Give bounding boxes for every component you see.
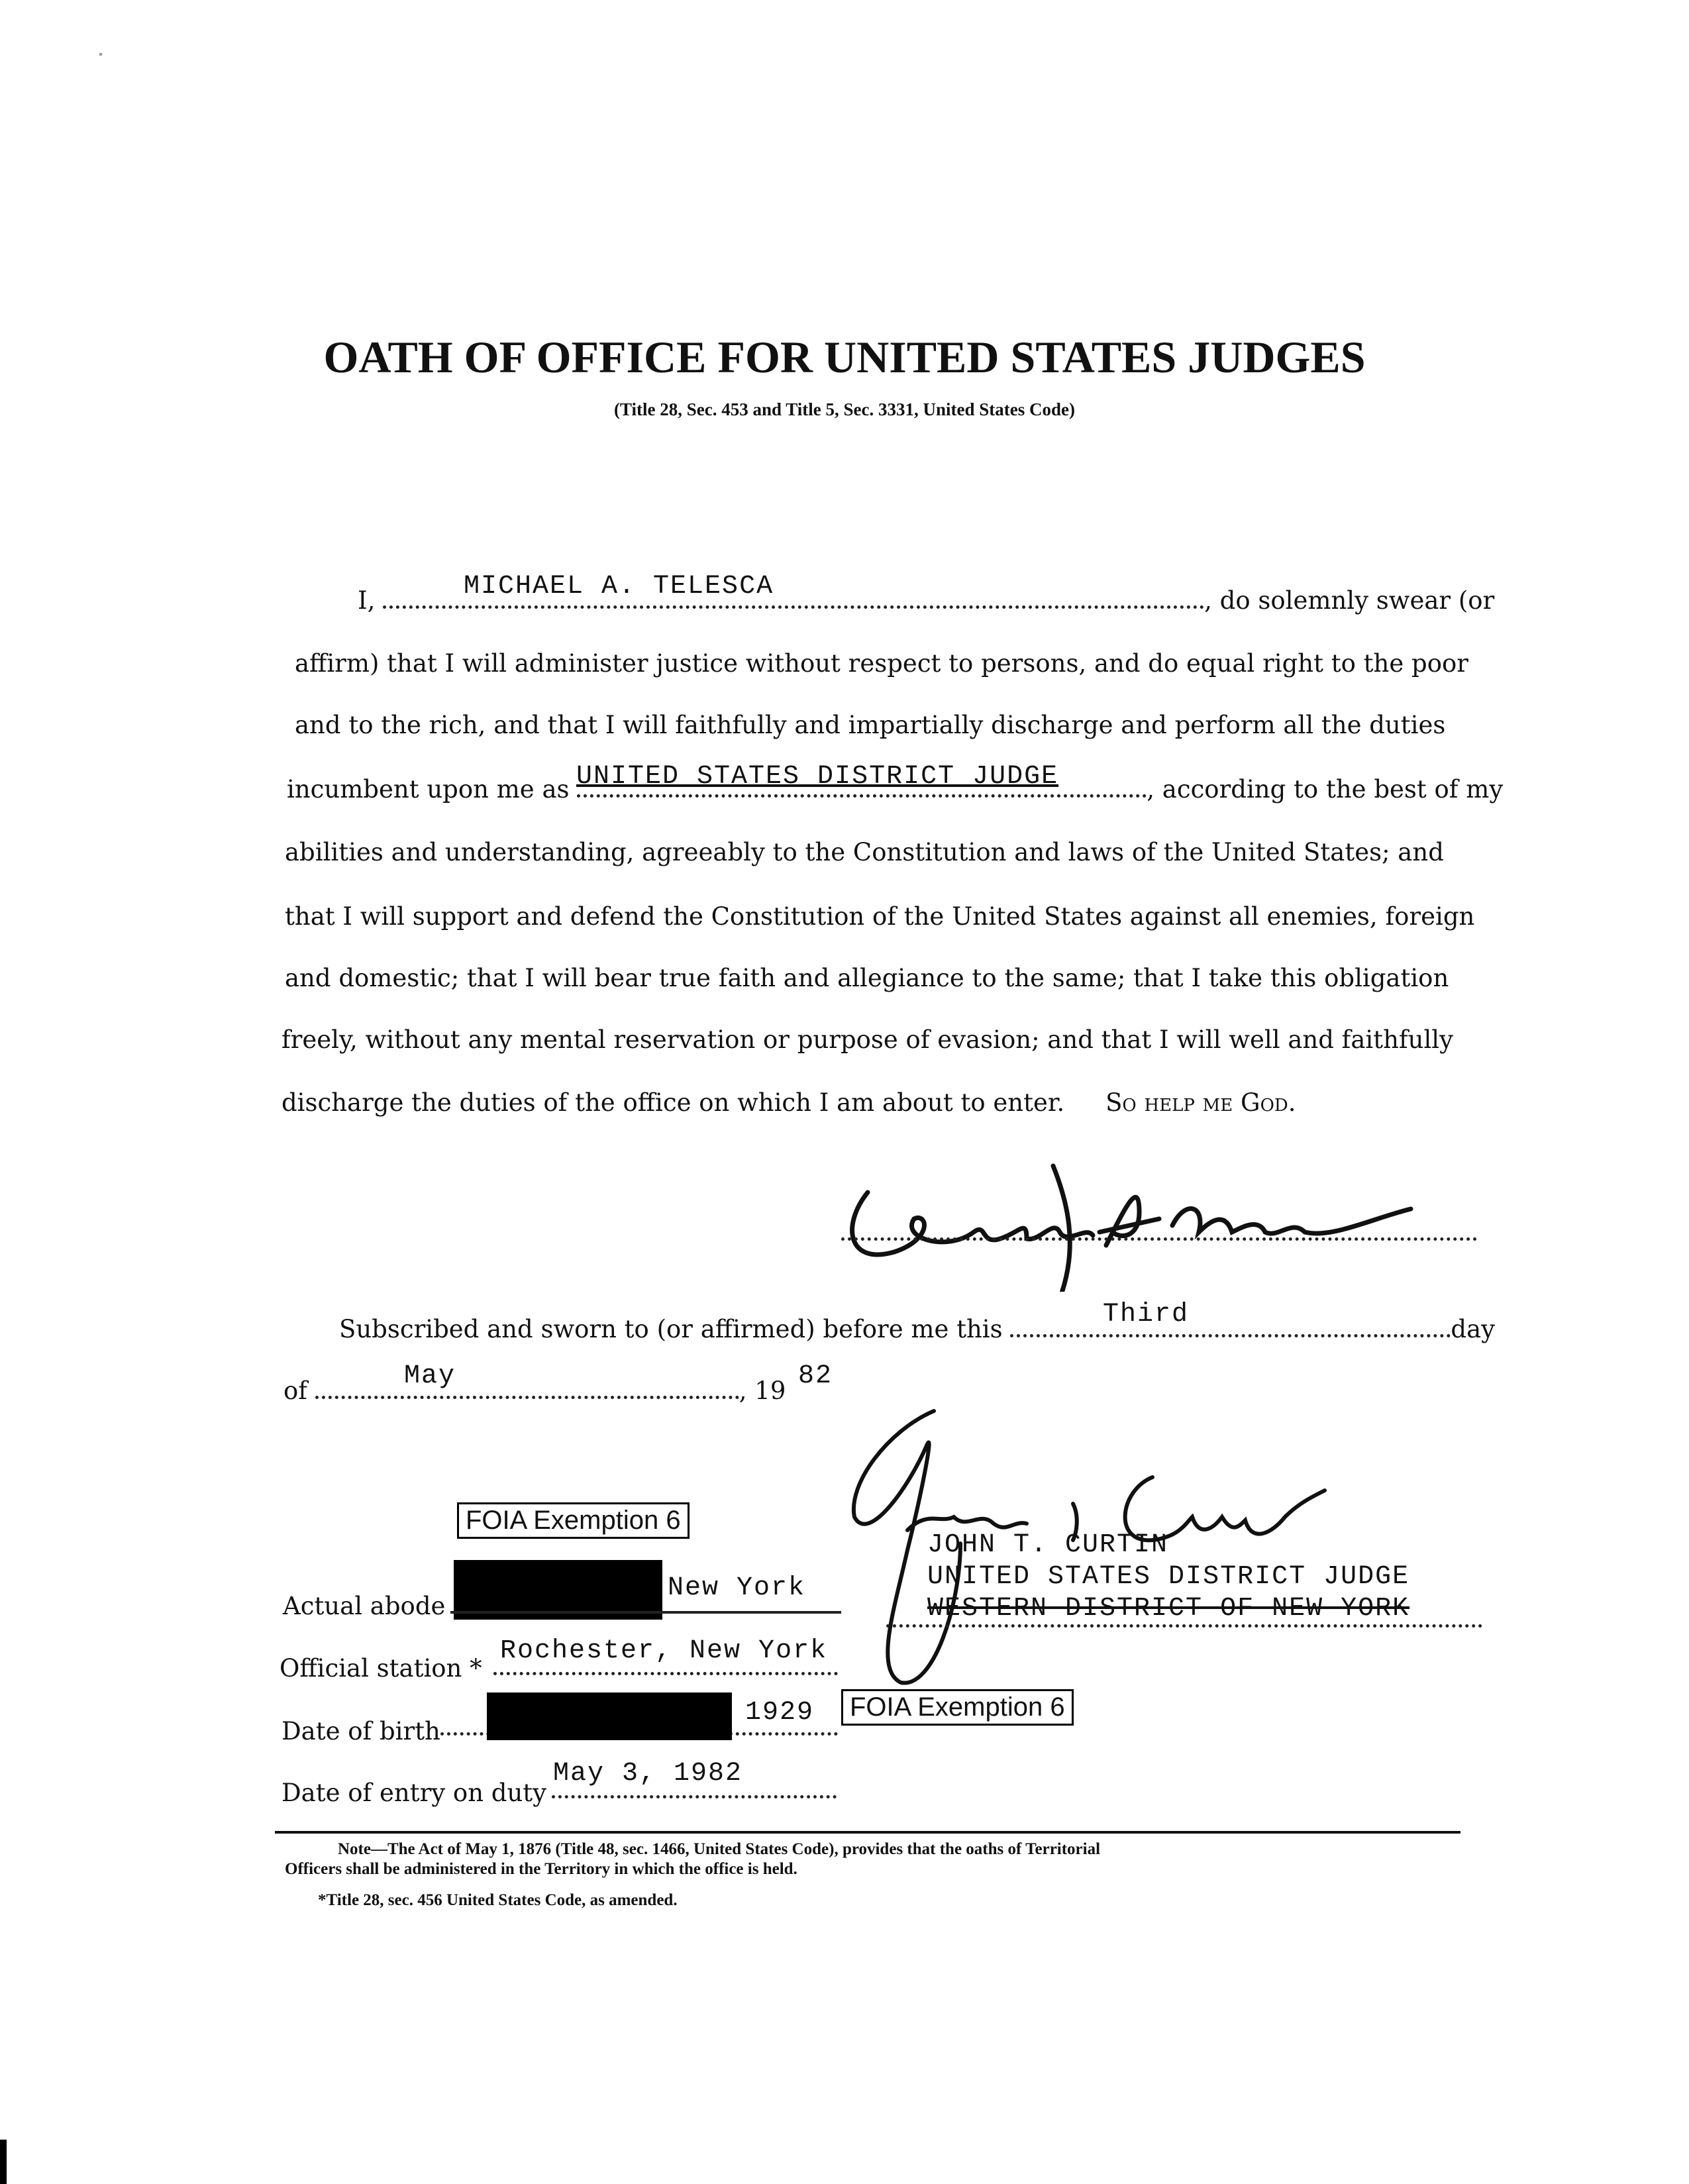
dob-label: Date of birth <box>282 1717 440 1745</box>
foia-label-dob: FOIA Exemption 6 <box>841 1689 1074 1726</box>
notes-divider <box>275 1831 1460 1834</box>
station-line <box>493 1672 838 1675</box>
oath-line1-end: , do solemnly swear (or <box>1204 586 1495 615</box>
subscribed-year-prefix: , 19 <box>739 1377 786 1405</box>
oath-line4-end: , according to the best of my <box>1147 775 1504 804</box>
document-title: OATH OF OFFICE FOR UNITED STATES JUDGES <box>323 332 1366 382</box>
scan-speck <box>99 53 102 56</box>
officer-name: JOHN T. CURTIN <box>927 1530 1169 1560</box>
subscribed-day-value: Third <box>1103 1300 1190 1329</box>
subscribed-lead: Subscribed and sworn to (or affirmed) before me this <box>339 1315 1003 1343</box>
oath-line-2: affirm) that I will administer justice without respect to persons, and do equal right to the poor <box>295 649 1468 678</box>
subscribed-year-value: 82 <box>798 1361 833 1391</box>
subscribed-line <box>339 1315 1495 1343</box>
subscribed-month-value: May <box>404 1361 456 1391</box>
abode-value: New York <box>668 1573 806 1603</box>
document-subtitle: (Title 28, Sec. 453 and Title 5, Sec. 3331, United States Code) <box>614 399 1075 419</box>
note-line-1: Note—The Act of May 1, 1876 (Title 48, sec. 1466, United States Code), provides that the oaths of Territorial <box>338 1840 1101 1858</box>
oath-closing: So help me God. <box>1105 1088 1296 1117</box>
officer-district-line <box>886 1624 1482 1628</box>
oath-lead: I, <box>358 586 376 615</box>
subscribed-of-line <box>283 1377 786 1405</box>
officer-district: WESTERN DISTRICT OF NEW YORK <box>927 1594 1410 1624</box>
dob-value: 1929 <box>745 1698 815 1728</box>
station-value: Rochester, New York <box>500 1636 828 1666</box>
subscribed-of-label: of <box>283 1377 307 1405</box>
oath-line-8: freely, without any mental reservation or purpose of evasion; and that I will well and faithfully <box>282 1025 1454 1054</box>
footnote: *Title 28, sec. 456 United States Code, as amended. <box>318 1891 678 1909</box>
officer-title: UNITED STATES DISTRICT JUDGE <box>927 1562 1410 1592</box>
affiant-signature-line <box>841 1237 1477 1241</box>
abode-label: Actual abode <box>283 1592 446 1620</box>
note-line-2: Officers shall be administered in the Territory in which the office is held. <box>285 1860 797 1878</box>
entry-label: Date of entry on duty <box>282 1779 547 1807</box>
oath-line-3: and to the rich, and that I will faithfully and impartially discharge and perform all the duties <box>295 711 1446 739</box>
oath-line-7: and domestic; that I will bear true faith and allegiance to the same; that I take this obligation <box>285 964 1449 992</box>
scan-edge-mark <box>0 2140 7 2184</box>
station-label: Official station * <box>280 1654 482 1683</box>
oath-line-5: abilities and understanding, agreeably to the Constitution and laws of the United States; and <box>285 838 1444 866</box>
entry-value: May 3, 1982 <box>553 1759 743 1789</box>
abode-line <box>450 1611 841 1614</box>
subscribed-day-suffix: day <box>1451 1315 1496 1343</box>
affiant-signature <box>828 1139 1424 1292</box>
oath-name-value: MICHAEL A. TELESCA <box>464 572 774 601</box>
entry-line <box>552 1795 837 1798</box>
foia-label-abode: FOIA Exemption 6 <box>457 1502 690 1539</box>
dob-redaction <box>487 1692 732 1740</box>
oath-line-6: that I will support and defend the Constitution of the United States against all enemies, foreign <box>285 902 1475 931</box>
oath-line4-start: incumbent upon me as <box>287 775 570 804</box>
oath-line-9: discharge the duties of the office on which I am about to enter. So help me God. <box>282 1088 1296 1117</box>
oath-office-value: UNITED STATES DISTRICT JUDGE <box>576 762 1059 792</box>
